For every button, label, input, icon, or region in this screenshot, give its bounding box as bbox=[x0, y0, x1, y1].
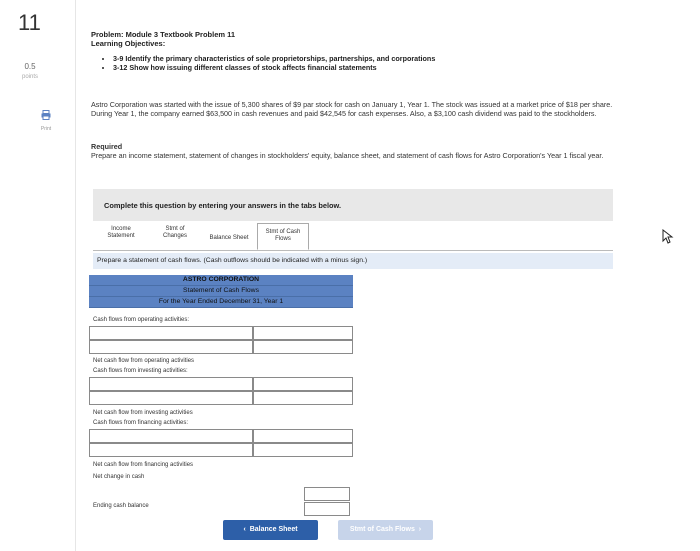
ending-cash-input[interactable] bbox=[304, 502, 350, 516]
required-heading: Required bbox=[91, 142, 123, 151]
tab-label: Statement bbox=[107, 233, 135, 239]
learning-objectives-heading: Learning Objectives: bbox=[91, 39, 166, 48]
operating-item-input[interactable] bbox=[89, 326, 253, 340]
required-text: Prepare an income statement, statement of changes in stockholders' equity, balance sheet, and statement of cash flows for Astro Corporation's Year 1 fiscal year. bbox=[91, 151, 604, 160]
net-change-total-input[interactable] bbox=[304, 487, 350, 501]
objectives-list bbox=[91, 54, 611, 72]
financing-amount-input[interactable] bbox=[253, 443, 353, 457]
objective-item: • 3-12 Show how issuing different classes of stock affects financial statements bbox=[113, 63, 611, 72]
prev-tab-label: Balance Sheet bbox=[249, 526, 298, 533]
mouse-cursor-icon bbox=[662, 229, 674, 245]
objective-item: • 3-9 Identify the primary characteristics of sole proprietorships, partnerships, and corporations bbox=[113, 54, 611, 63]
problem-text: Astro Corporation was started with the issue of 5,300 shares of $9 par stock for cash on January 1, Year 1. The stock was issued at a market price of $18 per share. During Year 1, the company earned $63,500 in cash revenues and paid $42,545 for cash expenses. Also, a $3,100 cash dividend was paid to the stockholders. bbox=[91, 100, 613, 118]
company-name: ASTRO CORPORATION bbox=[89, 275, 353, 286]
print-button[interactable] bbox=[36, 107, 56, 132]
tab-label: Balance Sheet bbox=[209, 235, 249, 241]
prompt-text: Prepare a statement of cash flows. (Cash outflows should be indicated with a minus sign.) bbox=[97, 257, 368, 264]
investing-amount-input[interactable] bbox=[253, 377, 353, 391]
tab-label: Income bbox=[111, 226, 131, 232]
tab-label: Stmt of bbox=[165, 226, 185, 232]
investing-item-input[interactable] bbox=[89, 377, 253, 391]
label-financing: Cash flows from financing activities: bbox=[93, 420, 189, 426]
investing-amount-input[interactable] bbox=[253, 391, 353, 405]
investing-item-input[interactable] bbox=[89, 391, 253, 405]
points-label: points bbox=[22, 74, 39, 80]
question-number: 11 bbox=[18, 10, 41, 35]
next-tab-label: Stmt of Cash Flows bbox=[349, 526, 415, 533]
print-label: Print bbox=[40, 126, 52, 132]
tab-stmt-changes[interactable] bbox=[155, 226, 195, 249]
tab-balance-sheet[interactable] bbox=[201, 226, 257, 249]
statement-name: Statement of Cash Flows bbox=[89, 286, 353, 297]
label-investing: Cash flows from investing activities: bbox=[93, 368, 188, 374]
tab-stmt-cash-flows[interactable] bbox=[257, 223, 309, 250]
chevron-right-icon: › bbox=[418, 526, 422, 533]
points-value: 0.5 bbox=[24, 62, 36, 71]
operating-amount-input[interactable] bbox=[253, 340, 353, 354]
tab-label: Flows bbox=[275, 236, 291, 242]
tab-bar bbox=[93, 222, 613, 250]
print-icon bbox=[41, 110, 51, 120]
financing-amount-input[interactable] bbox=[253, 429, 353, 443]
tab-underline bbox=[93, 250, 613, 251]
label-operating: Cash flows from operating activities: bbox=[93, 317, 190, 323]
prev-tab-button[interactable] bbox=[223, 520, 318, 540]
statement-header bbox=[89, 275, 353, 308]
label-net-financing: Net cash flow from financing activities bbox=[93, 462, 194, 468]
divider bbox=[75, 0, 76, 551]
operating-amount-input[interactable] bbox=[253, 326, 353, 340]
operating-item-input[interactable] bbox=[89, 340, 253, 354]
tab-label: Stmt of Cash bbox=[265, 229, 301, 235]
chevron-left-icon: ‹ bbox=[243, 526, 246, 533]
points-indicator bbox=[22, 62, 38, 82]
label-net-operating: Net cash flow from operating activities bbox=[93, 358, 195, 364]
financing-item-input[interactable] bbox=[89, 443, 253, 457]
label-net-investing: Net cash flow from investing activities bbox=[93, 410, 193, 416]
prompt-bar bbox=[93, 253, 443, 269]
required-section bbox=[91, 142, 631, 160]
label-net-change: Net change in cash bbox=[93, 474, 145, 480]
financing-item-input[interactable] bbox=[89, 429, 253, 443]
statement-period: For the Year Ended December 31, Year 1 bbox=[89, 297, 353, 308]
instruction-text: Complete this question by entering your answers in the tabs below. bbox=[104, 201, 342, 210]
prompt-bar-extension bbox=[443, 253, 613, 269]
tab-income-statement[interactable] bbox=[101, 226, 141, 249]
problem-title: Problem: Module 3 Textbook Problem 11 bbox=[91, 30, 236, 39]
problem-header bbox=[91, 30, 611, 72]
next-tab-button[interactable] bbox=[338, 520, 433, 540]
label-ending-cash: Ending cash balance bbox=[93, 503, 149, 509]
instruction-bar bbox=[93, 189, 613, 221]
tab-label: Changes bbox=[162, 233, 188, 239]
